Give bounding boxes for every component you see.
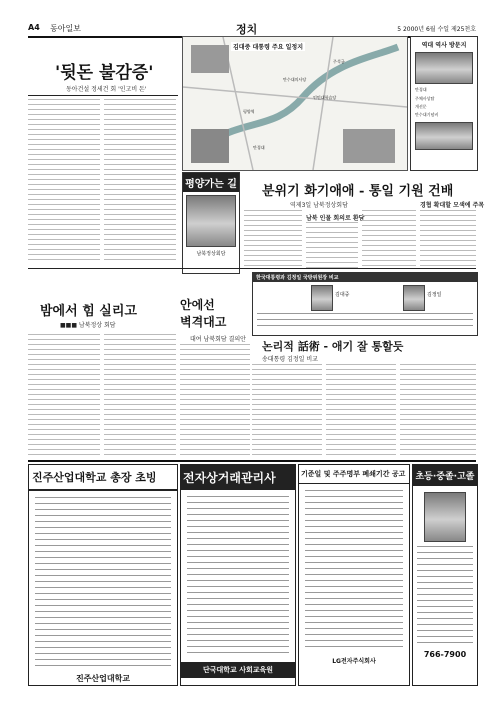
- mid-left-column: [28, 334, 100, 456]
- main-column: [244, 210, 302, 268]
- logic-headline: 논리적 話術 - 애기 잘 통할듯: [262, 340, 404, 353]
- history-item: 개선문: [415, 104, 427, 109]
- ad-notice-company: LG전자주식회사: [332, 658, 376, 665]
- history-item: 만수대기념비: [415, 112, 439, 117]
- map-label: 만수대의사당: [283, 77, 307, 82]
- profile-name: 김정일: [427, 292, 442, 298]
- history-photo: [415, 122, 473, 150]
- profile-table: [257, 313, 473, 331]
- pyongyang-box: [182, 172, 240, 274]
- mid-left-subheadline: ■■■ 남북정상 회담: [60, 322, 116, 329]
- divider: [28, 268, 476, 269]
- pyongyang-map: [183, 37, 407, 170]
- profile-name: 김대중: [335, 292, 350, 298]
- main-column: [306, 222, 358, 268]
- map-label: 인민대학습당: [313, 95, 337, 100]
- ad-school-photo: [424, 492, 466, 542]
- page-number: A4: [28, 23, 40, 32]
- paper-name: 동아일보: [50, 24, 81, 33]
- history-photo: [415, 52, 473, 84]
- ad-ecommerce-title: 전자상거래관리사: [181, 465, 295, 490]
- ad-jinju-title: 진주산업대학교 총장 초빙: [29, 465, 177, 491]
- ad-ecommerce-body: [187, 496, 289, 656]
- history-title: 역대 역사 방문지: [421, 42, 467, 49]
- main-column: [362, 210, 416, 268]
- pyongyang-photo: [186, 195, 236, 247]
- ad-school-phone: 766-7900: [423, 650, 467, 659]
- ad-school-body: [417, 546, 473, 646]
- ad-school: [412, 464, 478, 686]
- map-label: 만경대: [253, 145, 265, 150]
- lead-subheadline: 동아건설 정세건 회 '인고비 돈': [66, 86, 147, 93]
- ad-jinju-body: [35, 497, 171, 667]
- map-title: 김대중 대통령 주요 일정지: [233, 44, 304, 51]
- mid-left-headline: 밤에서 힘 실리고: [40, 304, 137, 319]
- history-item: 만경대: [415, 87, 427, 92]
- divider: [28, 460, 476, 462]
- ad-ecommerce-footer: 단국대학교 사회교육원: [181, 662, 295, 678]
- logic-column: [400, 364, 476, 456]
- section-title: 정치: [236, 23, 258, 36]
- mid-right-headline-2: 벽격대고: [180, 315, 227, 329]
- profile-box: [252, 272, 478, 336]
- profile-photo: [403, 285, 425, 311]
- map-label: 주석궁: [333, 59, 345, 64]
- profile-photo: [311, 285, 333, 311]
- pyongyang-sub: 남북정상회담: [196, 251, 226, 257]
- history-item: 주체사상탑: [415, 96, 435, 101]
- main-subhead: 남북 인물 회의로 환담: [306, 215, 365, 222]
- main-headline: 분위기 화기애애 - 통일 기원 건배: [262, 184, 454, 199]
- mid-right-headline: 안에선: [180, 298, 215, 312]
- ad-jinju: [28, 464, 178, 686]
- logic-subheadline: 송대통령 김정일 비교: [262, 356, 318, 363]
- issue-date: 5 2000년 6월 수일 제25천호: [397, 26, 476, 33]
- mid-right-column: [180, 344, 250, 456]
- history-box: [410, 36, 478, 171]
- profile-title: 한국대통령과 김정일 국방위원장 비교: [253, 273, 477, 282]
- side-column: [420, 210, 476, 268]
- lead-column-2: [104, 99, 176, 264]
- side-headline: 경협 확대할 모색에 주목: [420, 202, 485, 209]
- logic-column: [326, 364, 396, 456]
- pyongyang-title: 평양가는 길: [183, 173, 239, 192]
- map-label: 평양역: [243, 109, 255, 114]
- main-subheadline: 역제3일 남북정상회담: [290, 202, 348, 209]
- ad-notice: [298, 464, 410, 686]
- lead-column-1: [28, 99, 100, 264]
- ad-notice-body: [305, 490, 403, 650]
- ad-school-title: 초등·중졸·고졸: [413, 465, 477, 486]
- mid-right-subheadline: 대여 남북회담 결의안: [190, 336, 246, 343]
- divider: [28, 95, 178, 96]
- logic-column: [252, 364, 322, 456]
- map-graphic: [182, 36, 408, 171]
- mid-left-column: [104, 334, 176, 456]
- ad-ecommerce: [180, 464, 296, 686]
- lead-headline: '뒷돈 불감증': [55, 63, 154, 83]
- ad-jinju-footer: 진주산업대학교: [75, 674, 131, 683]
- ad-notice-title: 기준일 및 주주명부 폐쇄기간 공고: [299, 465, 409, 484]
